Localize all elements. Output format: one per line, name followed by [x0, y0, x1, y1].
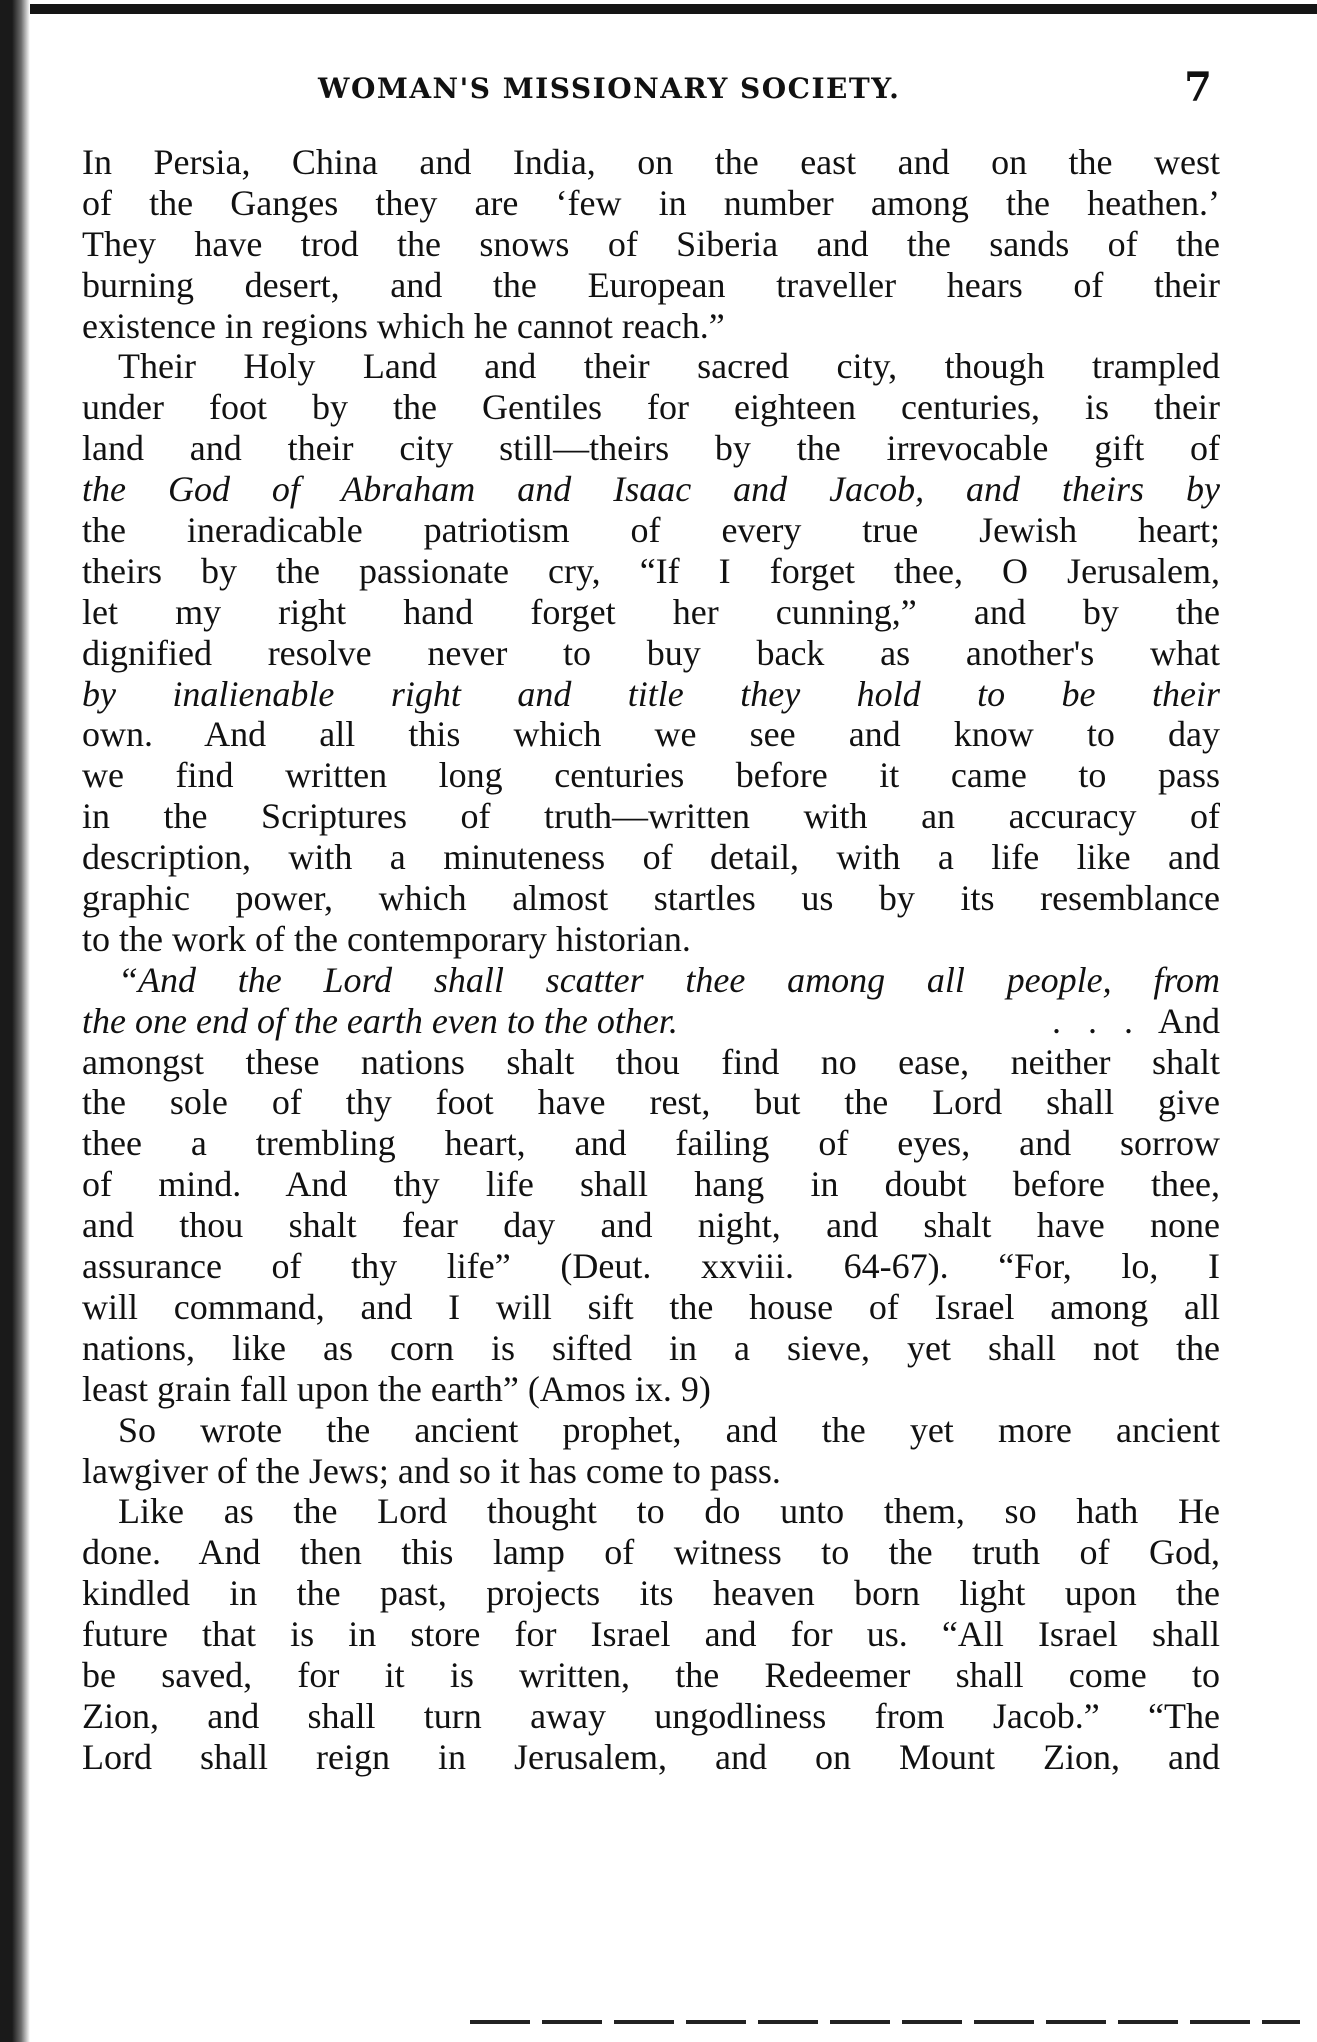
text-line: least grain fall upon the earth” (Amos ix. 9)	[82, 1368, 711, 1409]
running-head: WOMAN'S MISSIONARY SOCIETY.	[318, 72, 901, 105]
text-line: dignified resolve never to buy back as another's what	[82, 632, 1220, 673]
text-line: In Persia, China and India, on the east and on the west	[82, 142, 1220, 182]
text-line: the sole of thy foot have rest, but the Lord shall give	[82, 1082, 1220, 1123]
page-header	[82, 64, 1220, 120]
text-line: let my right hand forget her cunning,” and by the	[82, 591, 1220, 632]
text-line: of mind. And thy life shall hang in doubt before thee,	[82, 1164, 1220, 1205]
text-line: So wrote the ancient prophet, and the yet more ancient	[118, 1409, 1220, 1450]
text-line: lawgiver of the Jews; and so it has come to pass.	[82, 1450, 781, 1491]
text-line: thee a trembling heart, and failing of eyes, and sorrow	[82, 1123, 1220, 1164]
ellipsis-fragment: . . . And	[1051, 1000, 1220, 1041]
text-line: the ineradicable patriotism of every true Jewish heart;	[82, 510, 1220, 551]
text-line: of the Ganges they are ‘few in number among the heathen.’	[82, 182, 1220, 223]
text-line: under foot by the Gentiles for eighteen centuries, is their	[82, 387, 1220, 428]
text-line: future that is in store for Israel and for us. “All Israel shall	[82, 1614, 1220, 1655]
body-text	[82, 142, 1220, 1778]
text-line: done. And then this lamp of witness to the truth of God,	[82, 1532, 1220, 1573]
top-border-rule	[0, 4, 1317, 14]
text-line: nations, like as corn is sifted in a sieve, yet shall not the	[82, 1327, 1220, 1368]
text-line: land and their city still—theirs by the irrevocable gift of	[82, 428, 1220, 469]
text-line: Their Holy Land and their sacred city, though trampled	[118, 346, 1220, 387]
text-line: burning desert, and the European traveller hears of their	[82, 264, 1220, 305]
text-line: graphic power, which almost startles us by its resemblance	[82, 878, 1220, 919]
text-line: Like as the Lord thought to do unto them, so hath He	[118, 1491, 1220, 1532]
text-line: amongst these nations shalt thou find no ease, neither shalt	[82, 1041, 1220, 1082]
binding-edge	[0, 0, 30, 2042]
page-number: 7	[1184, 64, 1212, 111]
text-line: and thou shalt fear day and night, and shalt have none	[82, 1205, 1220, 1246]
text-line: Zion, and shall turn away ungodliness from Jacob.” “The	[82, 1695, 1220, 1736]
bottom-border-rule	[470, 2020, 1300, 2024]
text-line: we find written long centuries before it came to pass	[82, 755, 1220, 796]
text-line: They have trod the snows of Siberia and the sands of the	[82, 223, 1220, 264]
text-line: theirs by the passionate cry, “If I forget thee, O Jerusalem,	[82, 550, 1220, 591]
text-line: own. And all this which we see and know to day	[82, 714, 1220, 755]
text-line: kindled in the past, projects its heaven born light upon the	[82, 1573, 1220, 1614]
text-line: by inalienable right and title they hold to be their	[82, 673, 1220, 714]
text-line: will command, and I will sift the house of Israel among all	[82, 1286, 1220, 1327]
text-line: existence in regions which he cannot reach.”	[82, 305, 725, 346]
text-line	[82, 1001, 1220, 1042]
text-line: “And the Lord shall scatter thee among all people, from	[118, 959, 1220, 1000]
text-line: in the Scriptures of truth—written with an accuracy of	[82, 796, 1220, 837]
quote-fragment: the one end of the earth even to the other.	[82, 1000, 678, 1041]
text-line: the God of Abraham and Isaac and Jacob, and theirs by	[82, 469, 1220, 510]
text-line: to the work of the contemporary historian.	[82, 918, 691, 959]
text-line: be saved, for it is written, the Redeemer shall come to	[82, 1654, 1220, 1695]
text-line: assurance of thy life” (Deut. xxviii. 64-67). “For, lo, I	[82, 1246, 1220, 1287]
text-line: Lord shall reign in Jerusalem, and on Mount Zion, and	[82, 1736, 1220, 1777]
text-line: description, with a minuteness of detail, with a life like and	[82, 837, 1220, 878]
